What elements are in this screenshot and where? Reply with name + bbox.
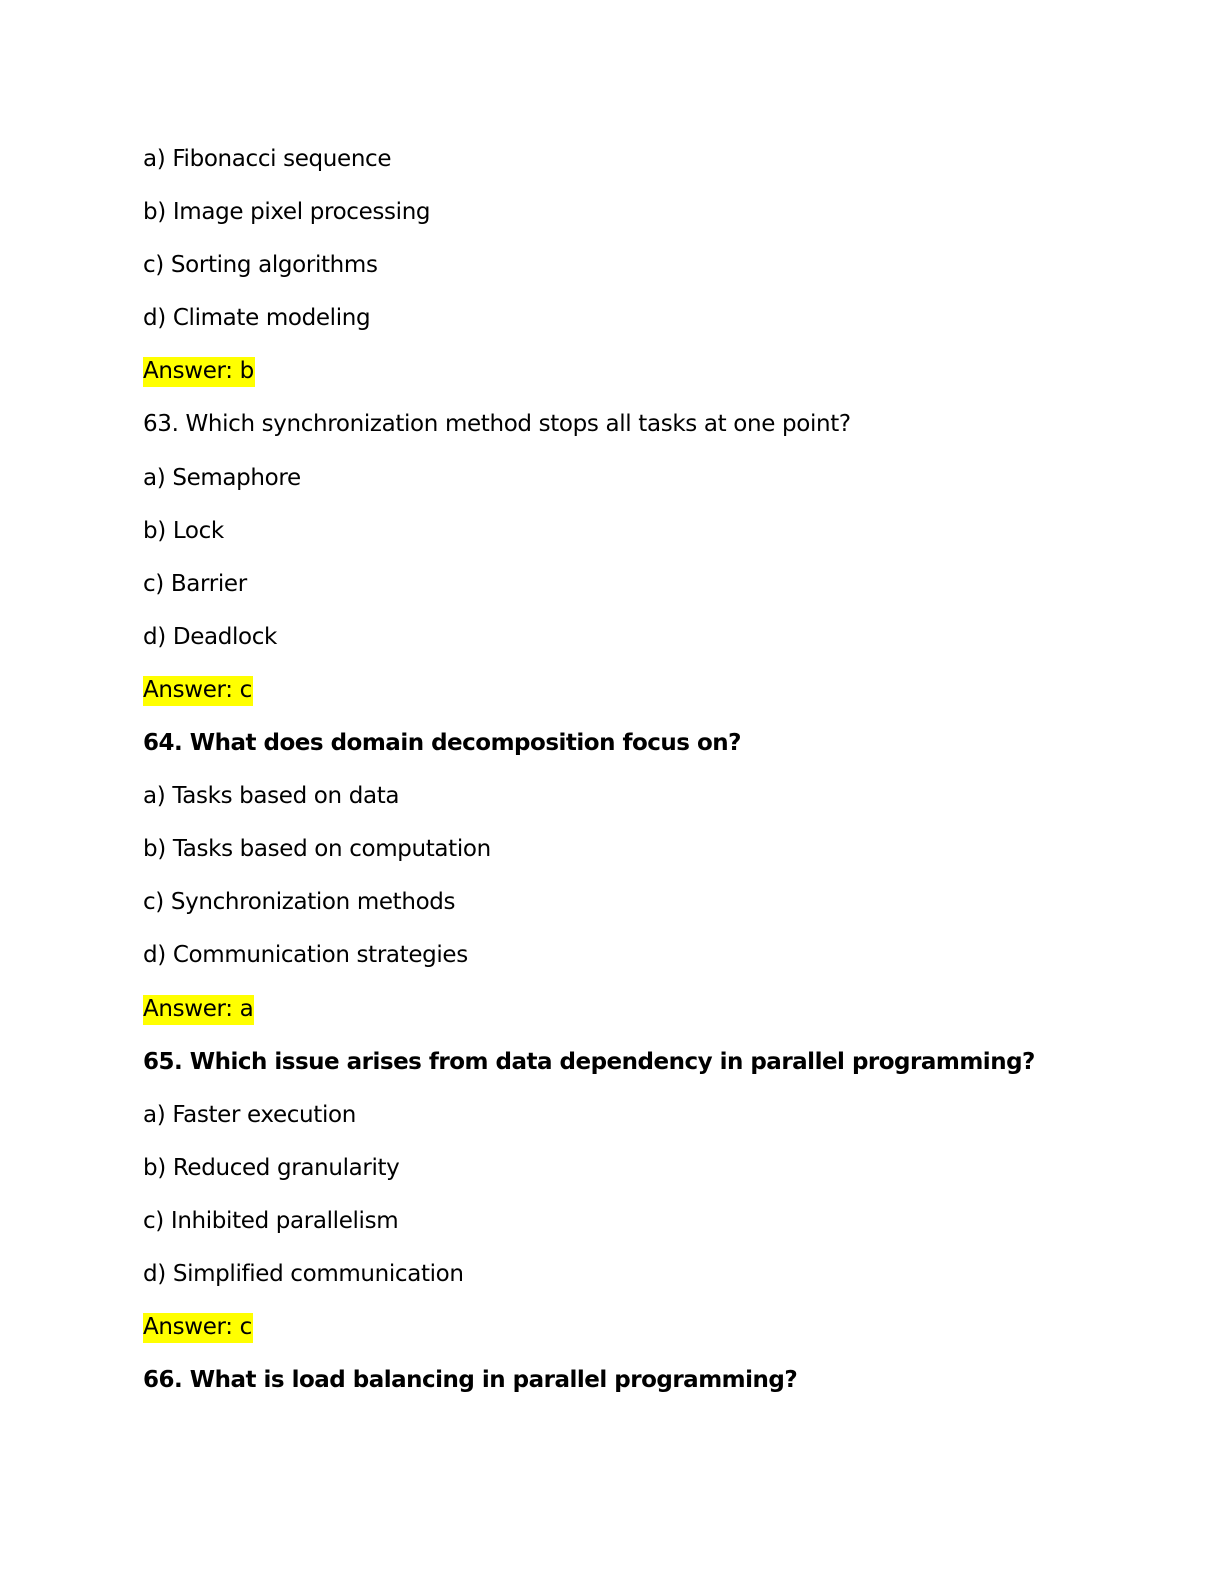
option-line bbox=[143, 300, 1103, 353]
option-text: b) Lock bbox=[143, 517, 224, 544]
option-text: c) Barrier bbox=[143, 570, 247, 597]
answer-line bbox=[143, 672, 1103, 725]
question-text: 66. What is load balancing in parallel programming? bbox=[143, 1367, 798, 1394]
question-text: 65. Which issue arises from data dependency in parallel programming? bbox=[143, 1048, 1035, 1075]
option-text: a) Fibonacci sequence bbox=[143, 146, 392, 172]
option-line bbox=[143, 1203, 1103, 1256]
option-text: c) Sorting algorithms bbox=[143, 252, 378, 279]
option-text: d) Simplified communication bbox=[143, 1260, 464, 1287]
option-text: a) Semaphore bbox=[143, 464, 301, 491]
answer-line bbox=[143, 1309, 1103, 1362]
answer-highlight: Answer: c bbox=[143, 1313, 253, 1343]
option-line bbox=[143, 831, 1103, 884]
option-text: a) Tasks based on data bbox=[143, 783, 400, 810]
question-line bbox=[143, 406, 1103, 459]
option-line bbox=[143, 194, 1103, 247]
question-line bbox=[143, 1044, 1103, 1097]
mcq-content bbox=[143, 141, 1103, 1415]
option-line bbox=[143, 778, 1103, 831]
option-text: a) Faster execution bbox=[143, 1101, 356, 1128]
answer-highlight: Answer: b bbox=[143, 357, 255, 387]
option-text: d) Communication strategies bbox=[143, 942, 468, 969]
question-text: 63. Which synchronization method stops all tasks at one point? bbox=[143, 411, 851, 438]
option-line bbox=[143, 884, 1103, 937]
answer-line bbox=[143, 991, 1103, 1044]
option-line bbox=[143, 619, 1103, 672]
option-text: b) Image pixel processing bbox=[143, 199, 431, 226]
question-line bbox=[143, 725, 1103, 778]
option-text: b) Reduced granularity bbox=[143, 1154, 400, 1181]
question-line bbox=[143, 1362, 1103, 1415]
option-line bbox=[143, 513, 1103, 566]
option-line bbox=[143, 937, 1103, 990]
question-text: 64. What does domain decomposition focus on? bbox=[143, 730, 741, 757]
option-text: c) Synchronization methods bbox=[143, 889, 456, 916]
option-line bbox=[143, 1256, 1103, 1309]
option-line bbox=[143, 460, 1103, 513]
answer-line bbox=[143, 353, 1103, 406]
option-line bbox=[143, 566, 1103, 619]
option-line bbox=[143, 247, 1103, 300]
option-line bbox=[143, 1097, 1103, 1150]
option-line bbox=[143, 1150, 1103, 1203]
option-text: d) Climate modeling bbox=[143, 305, 371, 332]
option-text: b) Tasks based on computation bbox=[143, 836, 491, 863]
answer-highlight: Answer: a bbox=[143, 995, 254, 1025]
option-text: c) Inhibited parallelism bbox=[143, 1207, 399, 1234]
answer-highlight: Answer: c bbox=[143, 676, 253, 706]
option-line bbox=[143, 141, 1103, 194]
option-text: d) Deadlock bbox=[143, 623, 278, 650]
